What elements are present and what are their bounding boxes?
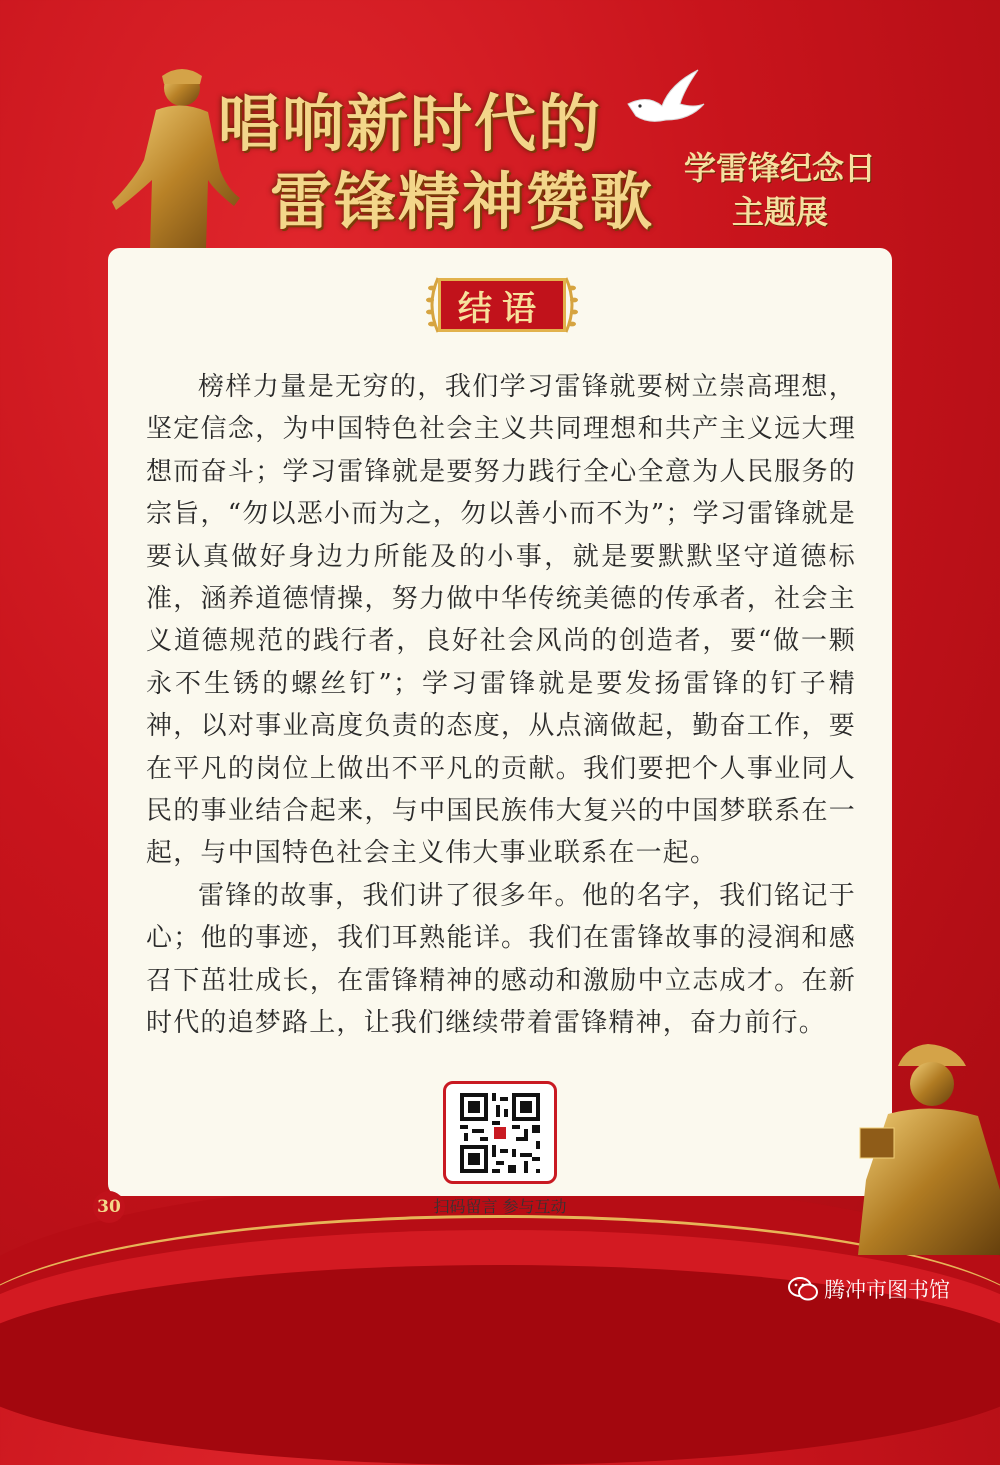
section-title-plate xyxy=(438,278,566,332)
exhibition-subtitle xyxy=(670,146,890,234)
dove-icon xyxy=(618,64,708,134)
wechat-icon xyxy=(788,1276,818,1302)
watermark-text: 腾冲市图书馆 xyxy=(824,1278,950,1302)
section-title-badge xyxy=(424,272,580,338)
paragraph-2: 雷锋的故事，我们讲了很多年。他的名字，我们铭记于心；他的事迹，我们耳熟能详。我们在雷锋故事的浸润和感召下茁壮成长，在雷锋精神的感动和激励中立志成才。在新时代的追梦路上，让我们继续带着雷锋精神，奋力前行。 xyxy=(146,880,856,1039)
page-number: 30 xyxy=(93,1191,125,1223)
page-title-line2: 雷锋精神赞歌 xyxy=(270,165,655,238)
page-title-line1: 唱响新时代的 xyxy=(218,87,603,160)
watermark xyxy=(788,1274,950,1304)
lei-feng-statue-illustration xyxy=(858,1040,1000,1255)
qr-code[interactable] xyxy=(443,1081,557,1184)
qr-code-image xyxy=(456,1089,544,1177)
qr-caption: 扫码留言 参与互动 xyxy=(433,1197,567,1216)
subtitle-line2: 主题展 xyxy=(731,193,828,231)
subtitle-line1: 学雷锋纪念日 xyxy=(683,149,876,187)
section-title: 结语 xyxy=(458,288,546,329)
paragraph-1: 榜样力量是无穷的，我们学习雷锋就要树立崇高理想，坚定信念，为中国特色社会主义共同理想和共产主义远大理想而奋斗；学习雷锋就是要努力践行全心全意为人民服务的宗旨，“勿以恶小而为之，勿以善小而不为”；学习雷锋就是要认真做好身边力所能及的小事，就是要默默坚守道德标准，涵养道德情操，努力做中华传统美德的传承者，社会主义道德规范的践行者，良好社会风尚的创造者，要“做一颗永不生锈的螺丝钉”；学习雷锋就是要发扬雷锋的钉子精神，以对事业高度负责的态度，从点滴做起，勤奋工作，要在平凡的岗位上做出不平凡的贡献。我们要把个人事业同人民的事业结合起来，与中国民族伟大复兴的中国梦联系在一起，与中国特色社会主义伟大事业联系在一起。 xyxy=(146,372,856,869)
article-body xyxy=(146,366,856,1045)
